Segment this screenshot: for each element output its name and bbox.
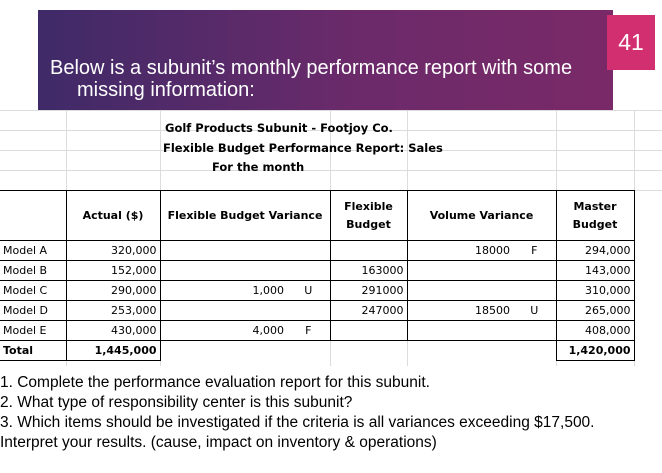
fbv-flag-cell: U xyxy=(287,281,330,301)
table-row xyxy=(0,261,634,281)
vv-flag-cell: U xyxy=(513,301,556,321)
vv-flag-cell xyxy=(513,321,556,341)
question-1: 1. Complete the performance evaluation report for this subunit. xyxy=(0,374,430,391)
question-3: 3. Which items should be investigated if the criteria is all variances exceeding $17,500. xyxy=(0,414,595,431)
questions-list xyxy=(0,373,662,453)
table-row xyxy=(0,321,634,341)
fbv-cell xyxy=(160,301,287,321)
master-cell: 143,000 xyxy=(556,261,634,281)
header-flexible-budget-variance: Flexible Budget Variance xyxy=(160,191,330,241)
total-master: 1,420,000 xyxy=(556,341,634,361)
header-row xyxy=(0,191,634,241)
flexible-cell: 291000 xyxy=(330,281,407,301)
report-title-company: Golf Products Subunit - Footjoy Co. xyxy=(165,121,393,135)
flexible-cell: 247000 xyxy=(330,301,407,321)
actual-cell: 320,000 xyxy=(66,241,160,261)
master-cell: 265,000 xyxy=(556,301,634,321)
total-row xyxy=(0,341,634,361)
total-label: Total xyxy=(0,341,66,361)
total-actual: 1,445,000 xyxy=(66,341,160,361)
banner-line-2: missing information: xyxy=(77,79,255,101)
table-row xyxy=(0,281,634,301)
row-label: Model A xyxy=(0,241,66,261)
flexible-cell: 163000 xyxy=(330,261,407,281)
report-title-name: Flexible Budget Performance Report: Sales xyxy=(163,141,443,155)
fbv-cell: 1,000 xyxy=(160,281,287,301)
slide-number: 41 xyxy=(607,15,655,70)
header-flexible-budget: Flexible Budget xyxy=(330,191,407,241)
header-volume-variance: Volume Variance xyxy=(407,191,556,241)
vv-cell: 18500 xyxy=(407,301,513,321)
vv-flag-cell: F xyxy=(513,241,556,261)
fbv-flag-cell: F xyxy=(287,321,330,341)
actual-cell: 253,000 xyxy=(66,301,160,321)
question-2: 2. What type of responsibility center is this subunit? xyxy=(0,394,353,411)
flexible-cell xyxy=(330,321,407,341)
master-cell: 408,000 xyxy=(556,321,634,341)
report-title-period: For the month xyxy=(212,160,305,174)
fbv-cell xyxy=(160,241,287,261)
vv-cell xyxy=(407,261,513,281)
fbv-cell xyxy=(160,261,287,281)
row-label: Model B xyxy=(0,261,66,281)
row-label: Model E xyxy=(0,321,66,341)
banner-text xyxy=(50,57,595,101)
actual-cell: 152,000 xyxy=(66,261,160,281)
vv-flag-cell xyxy=(513,261,556,281)
master-cell: 310,000 xyxy=(556,281,634,301)
row-label: Model D xyxy=(0,301,66,321)
header-actual: Actual ($) xyxy=(66,191,160,241)
question-3-continued: Interpret your results. (cause, impact on inventory & operations) xyxy=(0,434,437,451)
actual-cell: 430,000 xyxy=(66,321,160,341)
title-banner xyxy=(38,10,644,110)
fbv-flag-cell xyxy=(287,241,330,261)
master-cell: 294,000 xyxy=(556,241,634,261)
header-master-budget: Master Budget xyxy=(556,191,634,241)
flexible-cell xyxy=(330,241,407,261)
vv-cell xyxy=(407,321,513,341)
fbv-cell: 4,000 xyxy=(160,321,287,341)
table-row xyxy=(0,241,634,261)
table-row xyxy=(0,301,634,321)
vv-flag-cell xyxy=(513,281,556,301)
fbv-flag-cell xyxy=(287,301,330,321)
performance-report-table xyxy=(0,190,635,361)
vv-cell xyxy=(407,281,513,301)
actual-cell: 290,000 xyxy=(66,281,160,301)
fbv-flag-cell xyxy=(287,261,330,281)
vv-cell: 18000 xyxy=(407,241,513,261)
banner-line-1: Below is a subunit’s monthly performance report with some xyxy=(50,57,573,79)
row-label: Model C xyxy=(0,281,66,301)
